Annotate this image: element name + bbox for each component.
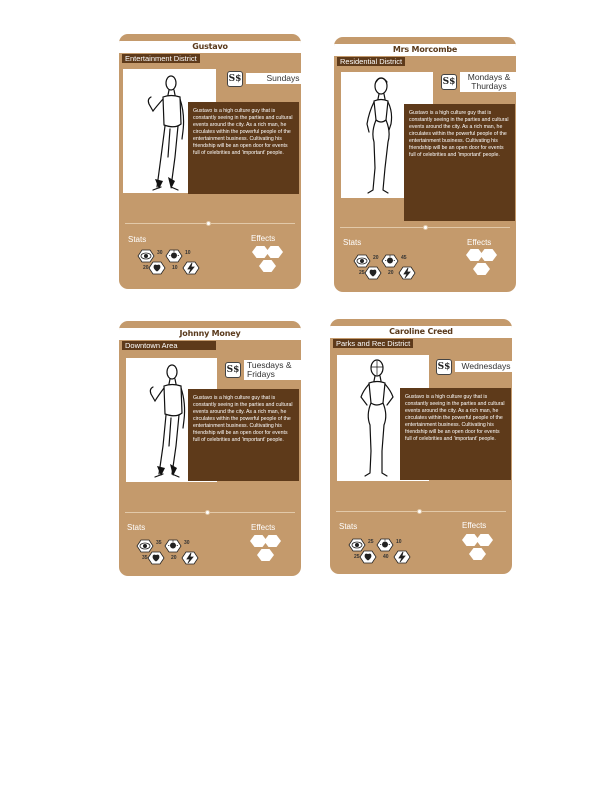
- divider-dot: [423, 225, 428, 230]
- card-title: Gustavo: [119, 41, 301, 53]
- stats-label: Stats: [339, 522, 358, 531]
- day-label: [455, 361, 512, 372]
- stat-power-value: 20: [171, 555, 177, 561]
- schedule-icon: S$: [227, 71, 243, 87]
- character-description: Gustavo is a high culture guy that is constantly seeing in the parties and cultural events around the city. As a rich man, he circulates within the powerful people of the entertainment business. Cultivating his friendship will be an open door for events full of celebrities and 'important' people.: [188, 102, 299, 194]
- effects-slots: [249, 244, 285, 285]
- heart-hand-icon: [149, 262, 165, 274]
- eye-icon: [354, 255, 370, 267]
- stat-heart-value: 35: [142, 555, 148, 561]
- day-line: Sundays: [266, 73, 300, 83]
- availability-days: [225, 361, 301, 378]
- heart-hand-icon: [148, 552, 164, 564]
- stat-power-value: 20: [388, 270, 394, 276]
- effects-label: Effects: [251, 523, 276, 532]
- character-card-mrs-morcombe[interactable]: [334, 37, 516, 292]
- day-line: Tuesdays &: [247, 359, 292, 370]
- stat-heart-value: 25: [354, 554, 360, 560]
- stat-intellect-value: 45: [401, 255, 407, 261]
- eye-icon: [349, 539, 365, 551]
- availability-days: [441, 73, 516, 90]
- stat-heart-value: 20: [143, 265, 149, 271]
- stat-intellect-value: 10: [396, 539, 402, 545]
- day-line: Thurdays: [471, 80, 507, 91]
- day-label: [244, 360, 301, 380]
- effects-slots: [247, 533, 283, 574]
- district-banner: Entertainment District: [122, 54, 200, 63]
- heart-hand-icon: [365, 267, 381, 279]
- card-title: Johnny Money: [119, 328, 301, 340]
- effects-slots: [459, 532, 495, 573]
- character-description: Gustavo is a high culture guy that is constantly seeing in the parties and cultural events around the city. As a rich man, he circulates within the powerful people of the entertainment business. Cultivating his friendship will be an open door for events full of celebrities and 'important' people.: [188, 389, 299, 481]
- effect-slot: [266, 246, 283, 258]
- effect-slot: [469, 548, 486, 560]
- day-label: [246, 73, 301, 84]
- lightbulb-icon: [166, 250, 182, 262]
- stats-panel: [347, 537, 417, 570]
- day-label: [460, 72, 516, 92]
- schedule-icon: S$: [436, 359, 452, 375]
- stat-heart-value: 25: [359, 270, 365, 276]
- stats-panel: [136, 248, 206, 281]
- stats-label: Stats: [128, 235, 147, 244]
- stat-intellect-value: 10: [185, 250, 191, 256]
- stats-label: Stats: [127, 523, 146, 532]
- lightning-icon: [182, 552, 198, 564]
- divider-dot: [417, 509, 422, 514]
- lightbulb-icon: [165, 540, 181, 552]
- effects-label: Effects: [251, 234, 276, 243]
- card-title: Mrs Morcombe: [334, 44, 516, 56]
- eye-icon: [137, 540, 153, 552]
- lightbulb-icon: [377, 539, 393, 551]
- schedule-icon: S$: [441, 74, 457, 90]
- character-description: Gustavo is a high culture guy that is constantly seeing in the parties and cultural events around the city. As a rich man, he circulates within the powerful people of the entertainment business. Cultivating his friendship will be an open door for events full of celebrities and 'important' people.: [400, 388, 511, 480]
- eye-icon: [138, 250, 154, 262]
- effects-label: Effects: [462, 521, 487, 530]
- availability-days: [227, 70, 301, 87]
- effect-slot: [473, 263, 490, 275]
- effects-label: Effects: [467, 238, 492, 247]
- district-banner: Residential District: [337, 57, 405, 66]
- stats-panel: [135, 538, 205, 571]
- stat-power-value: 40: [383, 554, 389, 560]
- lightning-icon: [183, 262, 199, 274]
- effects-slots: [463, 247, 499, 288]
- stat-vision-value: 25: [368, 539, 374, 545]
- effect-slot: [257, 549, 274, 561]
- day-line: Fridays: [247, 368, 275, 379]
- stat-power-value: 10: [172, 265, 178, 271]
- effect-slot: [476, 534, 493, 546]
- district-banner: Downtown Area: [122, 341, 216, 350]
- district-banner: Parks and Rec District: [333, 339, 413, 348]
- character-card-johnny-money[interactable]: [119, 321, 301, 576]
- stats-panel: [352, 253, 422, 286]
- stat-vision-value: 20: [373, 255, 379, 261]
- stat-vision-value: 30: [157, 250, 163, 256]
- day-line: Mondays &: [467, 71, 511, 82]
- stat-intellect-value: 30: [184, 540, 190, 546]
- effect-slot: [259, 260, 276, 272]
- heart-hand-icon: [360, 551, 376, 563]
- card-title: Caroline Creed: [330, 326, 512, 338]
- divider-dot: [206, 221, 211, 226]
- availability-days: [436, 358, 512, 375]
- stat-vision-value: 35: [156, 540, 162, 546]
- card-divider: [125, 512, 295, 513]
- character-card-caroline-creed[interactable]: [330, 319, 512, 574]
- schedule-icon: S$: [225, 362, 241, 378]
- character-description: Gustavo is a high culture guy that is constantly seeing in the parties and cultural events around the city. As a rich man, he circulates within the powerful people of the entertainment business. Cultivating his friendship will be an open door for events full of celebrities and 'important' people.: [404, 104, 515, 221]
- lightning-icon: [394, 551, 410, 563]
- lightbulb-icon: [382, 255, 398, 267]
- character-card-gustavo[interactable]: [119, 34, 301, 289]
- lightning-icon: [399, 267, 415, 279]
- stats-label: Stats: [343, 238, 362, 247]
- day-line: Wednesdays: [461, 361, 511, 371]
- effect-slot: [480, 249, 497, 261]
- divider-dot: [205, 510, 210, 515]
- effect-slot: [264, 535, 281, 547]
